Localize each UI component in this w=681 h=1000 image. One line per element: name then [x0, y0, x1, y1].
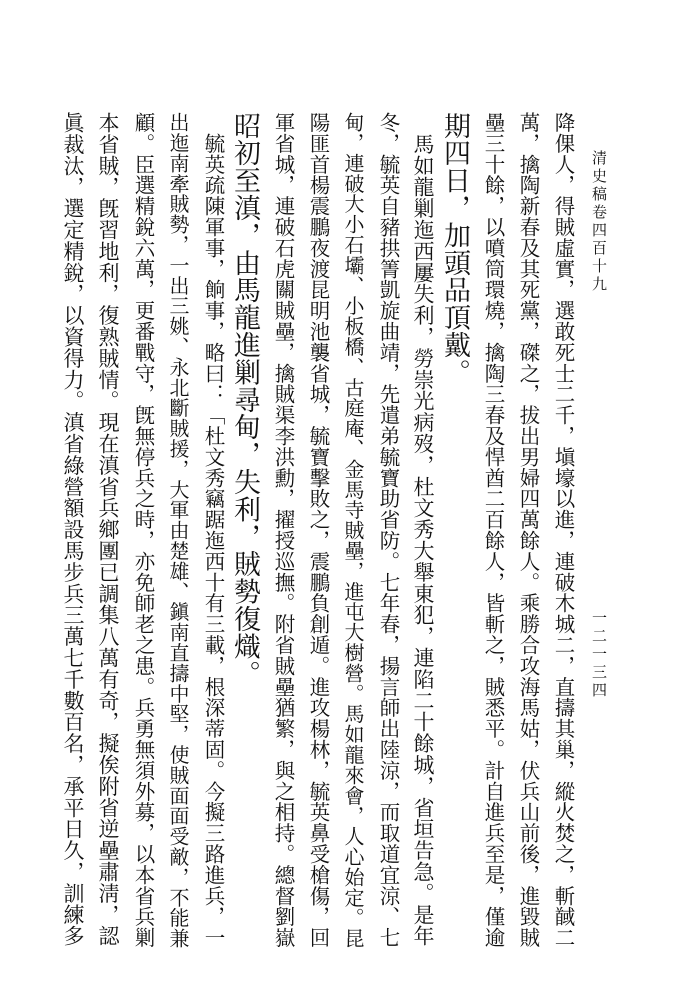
- text-column: 馬如龍剿迤西屢失利，勞崇光病歿，杜文秀大舉東犯，連陷二十餘城，省垣告急。是年: [411, 112, 435, 947]
- text-column: 顧。臣選精銳六萬，更番戰守，旣無停兵之時，亦免師老之患。兵勇無須外募，以本省兵剿: [131, 112, 155, 948]
- text-column: 陽匪首楊震鵬夜渡昆明池襲省城，毓寶擊敗之，震鵬負創遁。進攻楊林，毓英鼻受槍傷，回: [306, 112, 330, 948]
- text-column: 萬，擒陶新春及其死黨，磔之，拔出男婦四萬餘人。乘勝合攻海馬姑，伏兵山前後，進毀賊: [516, 112, 540, 948]
- text-column: 昭初至滇，由馬龍進剿尋甸，失利，賊勢復熾。: [229, 112, 260, 688]
- text-column: 降倮人，得賊虛實，選敢死士二千，塡壕以進，連破木城二，直擣其巢，縱火焚之，斬馘二: [551, 112, 575, 948]
- text-column: 本省賊，旣習地利，復熟賊情。現在滇省兵鄉團已調集八萬有奇，擬俟附省逆壘肅淸，認: [96, 112, 120, 947]
- running-header: 清史稿卷四百十九: [590, 150, 608, 294]
- text-column: 軍省城，連破石虎關賊壘，擒賊渠李洪勳，擢授巡撫。附省賊壘猶繁，與之相持。總督劉嶽: [271, 112, 295, 948]
- text-column: 眞裁汰，選定精銳，以資得力。滇省綠營額設馬步兵三萬七千數百名，承平日久，訓練多: [61, 112, 85, 947]
- text-column: 期四日，加頭品頂戴。: [439, 112, 470, 386]
- text-column: 甸，連破大小石壩、小板橋、古庭庵、金馬寺賊壘，進屯大樹營。馬如龍來會，人心始定。昆: [341, 112, 365, 949]
- text-column: 出迤南牽賊勢，一出三姚、永北斷賊援，大軍由楚雄、鎭南直擣中堅，使賊面面受敵，不能兼: [166, 112, 190, 949]
- text-column: 毓英疏陳軍事，餉事，略曰：「杜文秀竊踞迤西十有三載，根深蒂固。今擬三路進兵，一: [201, 112, 225, 948]
- text-column: 冬，毓英自豬拱箐凱旋曲靖，先遣弟毓寶助省防。七年春，揚言師出陸涼，而取道宜涼、七: [376, 112, 400, 948]
- text-column: 壘三十餘，以噴筒環燒，擒陶三春及悍酋二百餘人，皆斬之，賊悉平。計自進兵至是，僅逾: [481, 112, 505, 948]
- page-number: 一二一三四: [590, 610, 608, 700]
